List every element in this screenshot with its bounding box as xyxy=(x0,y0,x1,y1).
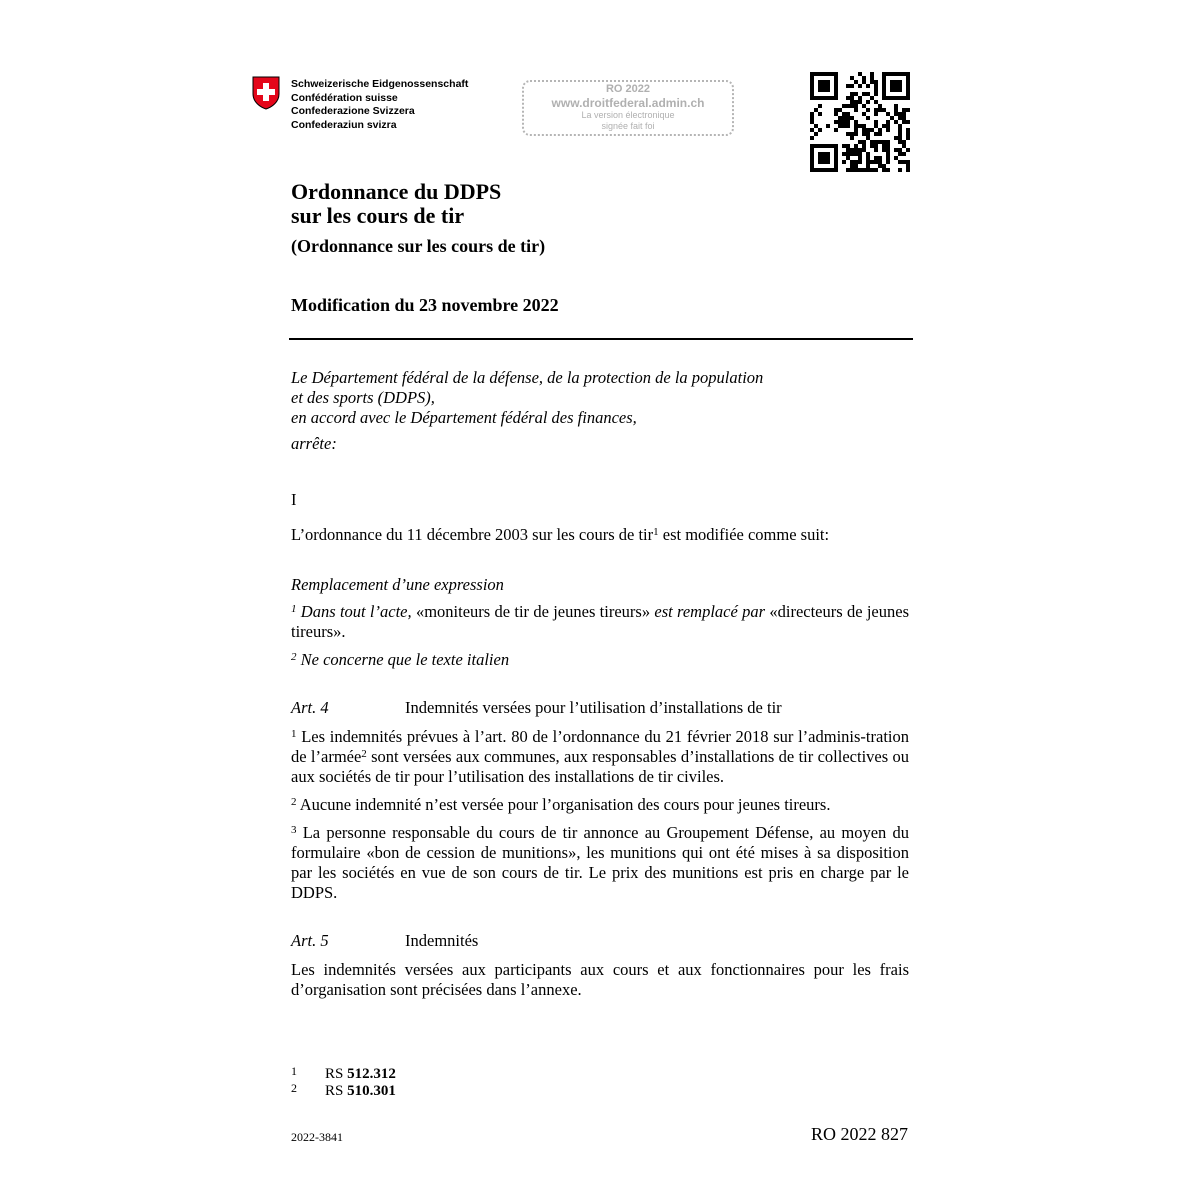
footnote-sr-link[interactable]: 512.312 xyxy=(347,1066,396,1082)
footnote-ref-2[interactable]: 2 xyxy=(361,748,367,760)
art4-paragraph-3 xyxy=(291,823,909,903)
intro-text-post: est modifiée comme suit: xyxy=(658,525,830,544)
confederation-line-it: Confederazione Svizzera xyxy=(291,105,415,117)
footnote-key: 2 xyxy=(291,1081,297,1095)
art4-p3-text: La personne responsable du cours de tir annonce au Groupement Défense, au moyen du formulaire «bon de cession de munitions», les munitions qui ont été mises à sa disposition par les sociétés en vue de son cours de tir. Le prix des munitions est pris en charge par le DDPS. xyxy=(291,823,909,902)
preamble xyxy=(291,368,763,428)
confederation-name xyxy=(291,78,468,132)
qr-code-icon xyxy=(810,72,910,172)
art4-p2-text: Aucune indemnité n’est versée pour l’organisation des cours pour jeunes tireurs. xyxy=(296,795,831,814)
footnote-prefix: RS xyxy=(325,1083,348,1099)
intro-text-pre: L’ordonnance du 11 décembre 2003 sur les cours de tir xyxy=(291,525,654,544)
footnote-2 xyxy=(291,1080,396,1100)
section-intro xyxy=(291,525,909,545)
decree-word: arrête: xyxy=(291,434,337,453)
footnote-prefix: RS xyxy=(325,1066,348,1082)
title-line-2: sur les cours de tir xyxy=(291,203,465,228)
preamble-line-2: et des sports (DDPS), xyxy=(291,388,435,407)
paragraph-number: 2 xyxy=(291,651,297,663)
document-title xyxy=(291,180,501,228)
confederation-line-rm: Confederaziun svizra xyxy=(291,118,397,131)
official-compilation-ref: RO 2022 827 xyxy=(810,1124,908,1144)
short-title: (Ordonnance sur les cours de tir) xyxy=(291,236,546,256)
art5-title: Indemnités xyxy=(405,931,479,950)
art5-text: Les indemnités versées aux participants aux cours et aux fonctionnaires pour les frais d’organisation sont précisées dans l’annexe. xyxy=(291,960,909,999)
preamble-line-1: Le Département fédéral de la défense, de la protection de la population xyxy=(291,368,764,387)
paragraph-number: 1 xyxy=(291,603,297,615)
replacement-old-term: «moniteurs de tir de jeunes tireurs» xyxy=(415,602,651,621)
section-numeral: I xyxy=(291,490,297,509)
footnote-sr-link[interactable]: 510.301 xyxy=(347,1083,396,1099)
replacement-text-a: Dans tout l’acte, xyxy=(296,602,416,621)
paragraph-number: 2 xyxy=(291,796,297,808)
replacement-paragraph-1 xyxy=(291,602,909,642)
art4-title: Indemnités versées pour l’utilisation d’installations de tir xyxy=(405,698,782,717)
title-divider xyxy=(289,338,913,340)
confederation-line-de: Schweizerische Eidgenossenschaft xyxy=(291,78,469,90)
art5-heading xyxy=(291,931,478,951)
electronic-version-stamp xyxy=(522,80,734,136)
art4-number: Art. 4 xyxy=(291,698,329,717)
replacement-p2-text: Ne concerne que le texte italien xyxy=(296,650,510,669)
art4-heading xyxy=(291,698,782,718)
swiss-flag-icon xyxy=(252,76,280,110)
art4-p1-text-b: sont versées aux communes, aux responsables d’installations de tir collectives ou aux sociétés de tir pour l’utilisation des installations de tir civiles. xyxy=(291,747,909,786)
replacement-new-term: «directeurs de jeunes tireurs». xyxy=(291,602,910,641)
art4-paragraph-2 xyxy=(291,795,909,815)
title-line-1: Ordonnance du DDPS xyxy=(291,179,502,204)
replacement-paragraph-2 xyxy=(291,650,909,670)
stamp-note-1: La version électronique xyxy=(581,110,675,120)
art4-p1-text-a: Les indemnités prévues à l’art. 80 de l’ordonnance du 21 février 2018 sur l’adminis-tration de l’armée xyxy=(291,727,909,766)
replacement-heading: Remplacement d’une expression xyxy=(291,575,504,594)
footnote-ref-1[interactable]: 1 xyxy=(653,526,659,538)
document-id: 2022-3841 xyxy=(291,1130,343,1144)
paragraph-number: 3 xyxy=(291,824,297,836)
modification-date: Modification du 23 novembre 2022 xyxy=(291,295,559,315)
footnote-key: 1 xyxy=(291,1064,297,1078)
preamble-line-3: en accord avec le Département fédéral des finances, xyxy=(291,408,637,427)
art5-number: Art. 5 xyxy=(291,931,329,950)
stamp-url: www.droitfederal.admin.ch xyxy=(551,96,705,110)
replacement-text-c: est remplacé par xyxy=(650,602,770,621)
art4-paragraph-1 xyxy=(291,727,909,787)
confederation-line-fr: Confédération suisse xyxy=(291,91,398,104)
stamp-note-2: signée fait foi xyxy=(601,121,655,131)
paragraph-number: 1 xyxy=(291,728,297,740)
stamp-ro: RO 2022 xyxy=(605,83,651,95)
